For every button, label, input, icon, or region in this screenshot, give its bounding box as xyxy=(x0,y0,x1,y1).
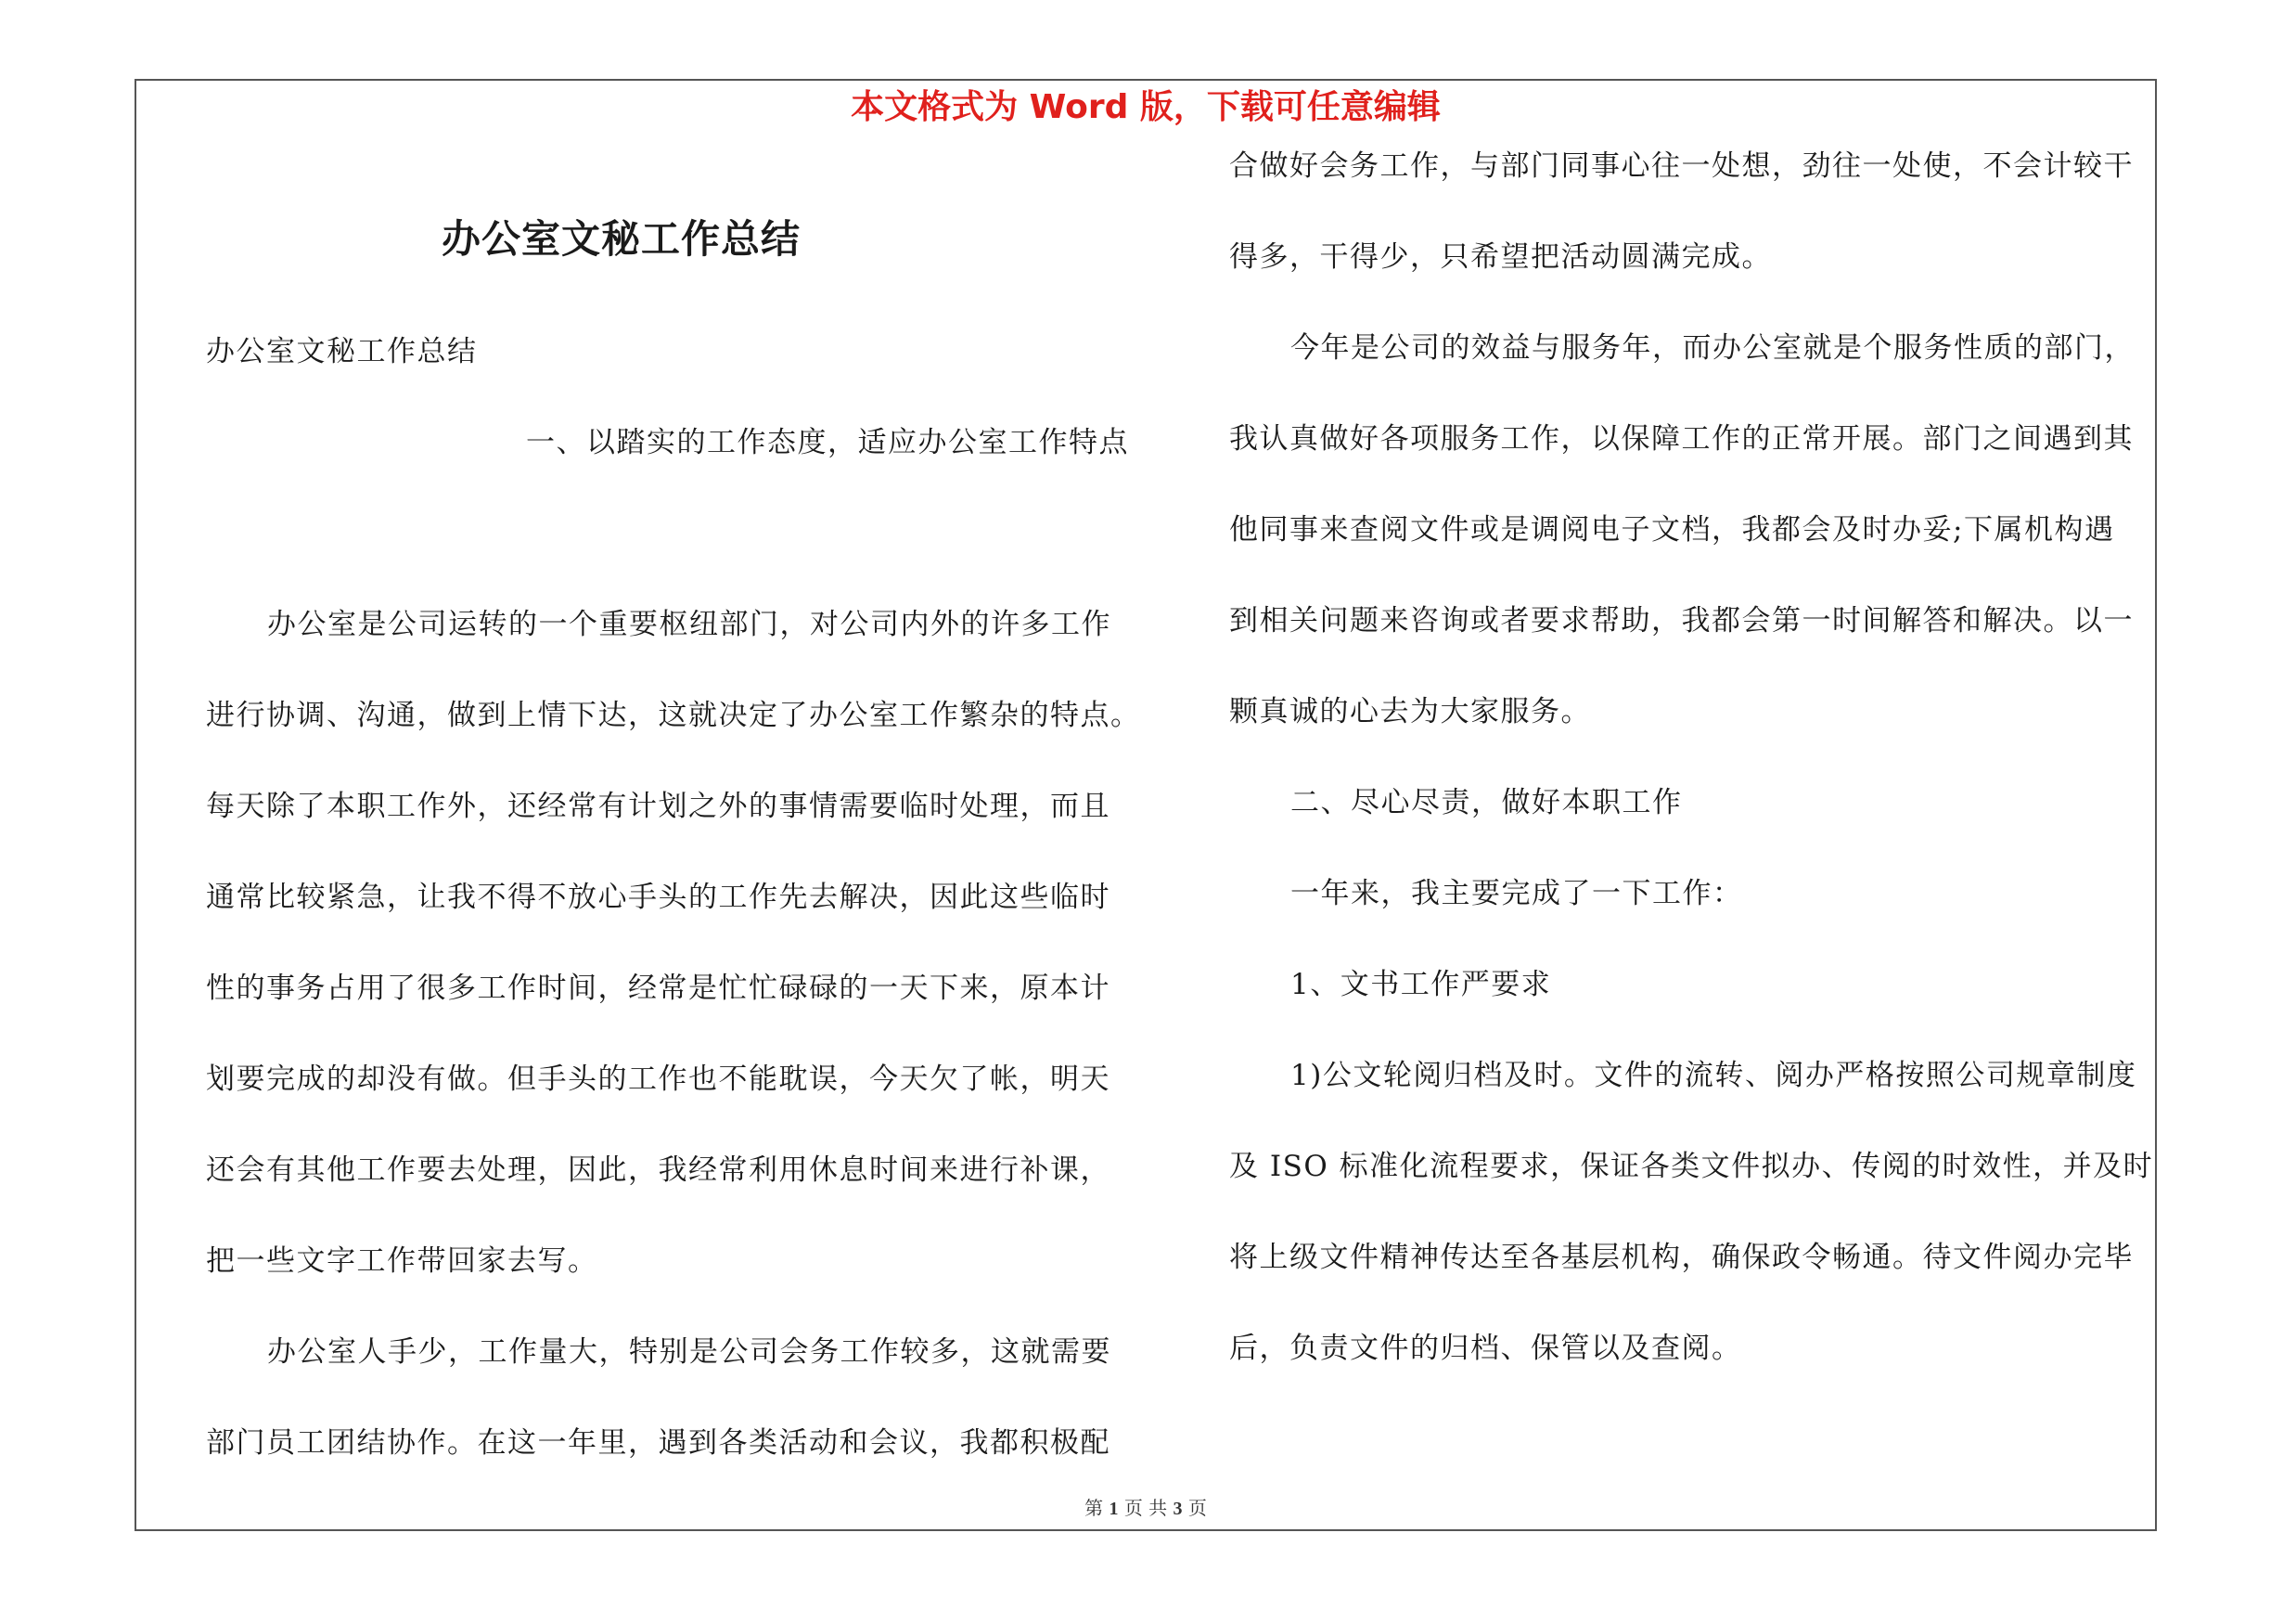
current-page-number: 1 xyxy=(1109,1499,1119,1519)
paragraph-line: 进行协调、沟通，做到上情下达，这就决定了办公室工作繁杂的特点。 xyxy=(206,699,1141,732)
paragraph-line: 后，负责文件的归档、保管以及查阅。 xyxy=(1229,1332,1742,1365)
paragraph-line: 性的事务占用了很多工作时间，经常是忙忙碌碌的一天下来，原本计 xyxy=(206,972,1110,1005)
footer-prefix: 第 xyxy=(1084,1497,1104,1519)
paragraph-line: 办公室人手少，工作量大，特别是公司会务工作较多，这就需要 xyxy=(267,1335,1111,1369)
paragraph-line: 通常比较紧急，让我不得不放心手头的工作先去解决，因此这些临时 xyxy=(206,881,1110,914)
paragraph-line: 合做好会务工作，与部门同事心往一处想，劲往一处使，不会计较干 xyxy=(1229,149,2134,183)
blank-line xyxy=(206,488,1134,579)
paragraph-line: 把一些文字工作带回家去写。 xyxy=(206,1244,598,1278)
paragraph-line: 划要完成的却没有做。但手头的工作也不能耽误，今天欠了帐，明天 xyxy=(206,1063,1110,1096)
paragraph-line: 还会有其他工作要去处理，因此，我经常利用休息时间来进行补课， xyxy=(206,1153,1110,1187)
paragraph-line: 我认真做好各项服务工作，以保障工作的正常开展。部门之间遇到其 xyxy=(1229,422,2134,456)
paragraph-line: 每天除了本职工作外，还经常有计划之外的事情需要临时处理，而且 xyxy=(206,790,1110,823)
paragraph-line: 将上级文件精神传达至各基层机构，确保政令畅通。待文件阅办完毕 xyxy=(1229,1241,2134,1274)
document-title: 办公室文秘工作总结 xyxy=(442,216,802,262)
left-column xyxy=(206,139,1141,1488)
paragraph-line: 办公室是公司运转的一个重要枢纽部门，对公司内外的许多工作 xyxy=(267,608,1111,641)
section-heading-2: 二、尽心尽责，做好本职工作 xyxy=(1290,786,1683,819)
section-heading-1: 一、以踏实的工作态度，适应办公室工作特点 xyxy=(526,426,1129,459)
right-column xyxy=(1229,121,2154,1394)
paragraph-line: 今年是公司的效益与服务年，而办公室就是个服务性质的部门， xyxy=(1290,331,2135,365)
paragraph-line: 他同事来查阅文件或是调阅电子文档，我都会及时办妥;下属机构遇 xyxy=(1229,513,2115,547)
paragraph-line: 一年来，我主要完成了一下工作： xyxy=(1290,877,1743,910)
paragraph-line: 得多，干得少，只希望把活动圆满完成。 xyxy=(1229,240,1772,274)
footer-middle: 页 共 xyxy=(1123,1497,1168,1519)
paragraph-line: 及 ISO 标准化流程要求，保证各类文件拟办、传阅的时效性，并及时 xyxy=(1229,1150,2154,1183)
paragraph-line: 1)公文轮阅归档及时。文件的流转、阅办严格按照公司规章制度 xyxy=(1290,1059,2137,1092)
subsection-heading: 1、文书工作严要求 xyxy=(1290,968,1552,1001)
paragraph-line: 颗真诚的心去为大家服务。 xyxy=(1229,695,1591,728)
word-format-banner: 本文格式为 Word 版，下载可任意编辑 xyxy=(851,88,1441,126)
paragraph-line: 部门员工团结协作。在这一年里，遇到各类活动和会议，我都积极配 xyxy=(206,1426,1110,1460)
footer-suffix: 页 xyxy=(1187,1497,1207,1519)
total-page-count: 3 xyxy=(1173,1499,1183,1519)
page-footer xyxy=(135,1494,2157,1523)
paragraph-line: 到相关问题来咨询或者要求帮助，我都会第一时间解答和解决。以一 xyxy=(1229,604,2134,638)
subtitle: 办公室文秘工作总结 xyxy=(206,335,478,368)
